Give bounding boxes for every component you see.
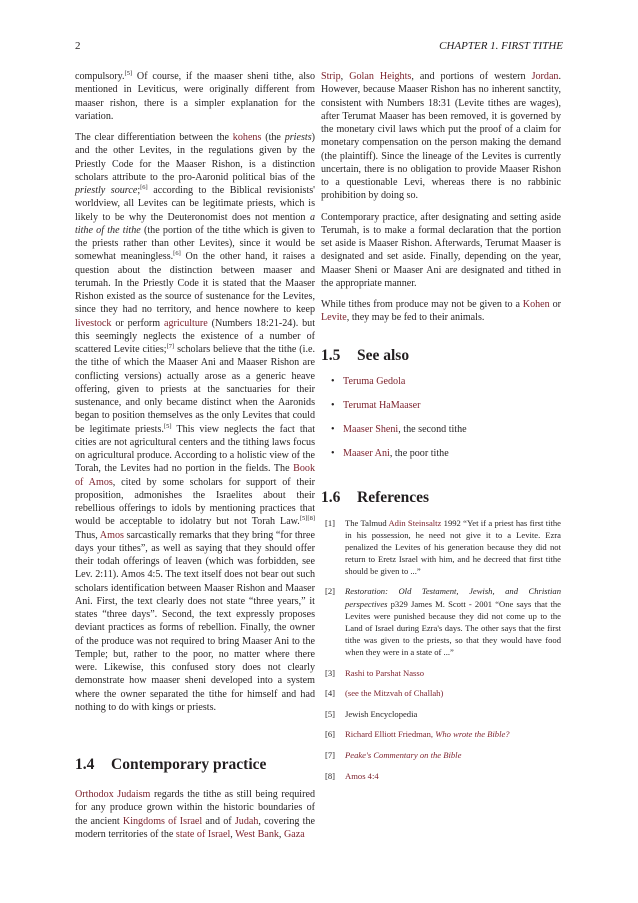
citation[interactable]: [7]	[166, 343, 175, 350]
page-number: 2	[75, 40, 81, 52]
bullet-icon: •	[331, 448, 335, 460]
reference-item: [6] Richard Elliott Friedman, Who wrote the Bible?	[325, 729, 510, 740]
citation[interactable]: [5]	[124, 70, 133, 77]
link-who-wrote-the-bible[interactable]: Who wrote the Bible?	[435, 729, 510, 740]
link-maaser-ani[interactable]: Maaser Ani	[343, 448, 390, 460]
bullet-icon: •	[331, 424, 335, 435]
link-book-of-amos[interactable]: Book of Amos	[75, 463, 315, 488]
reference-item: [8] Amos 4:4	[325, 770, 379, 781]
link-golan-heights[interactable]: Golan Heights	[349, 71, 412, 82]
link-levite[interactable]: Levite	[321, 312, 347, 324]
paragraph-compulsory: compulsory.[5] Of course, if the maaser sheni tithe, also mentioned in Leviticus, were originally different from maaser rishon, there is a simpler explanation for the variation.	[75, 70, 315, 122]
link-rashi-nasso[interactable]: Rashi to Parshat Nasso	[345, 667, 425, 678]
link-amos[interactable]: Amos	[99, 529, 124, 541]
link-maaser-sheni[interactable]: Maaser Sheni	[343, 424, 399, 435]
link-state-of-israel[interactable]: state of Israel	[175, 828, 231, 840]
section-heading-contemporary-practice: 1.4 Contemporary practice	[75, 756, 267, 773]
reference-item: [1] The Talmud Adin Steinsaltz 1992 “Yet if a priest has first tithe in his possession, he need not give it to a Levite. Ezra penalized the Levites of his generation because they did not return to Eretz Israel with him, and he decreed that first tithe should be given to ...”	[325, 517, 561, 576]
section-heading-references: 1.6 References	[321, 488, 430, 506]
see-also-list	[321, 375, 561, 461]
link-west-bank[interactable]: West Bank	[235, 828, 279, 840]
link-kohens[interactable]: kohens	[232, 132, 262, 143]
right-column	[321, 70, 561, 790]
bullet-icon: •	[331, 399, 335, 411]
link-adin-steinsaltz[interactable]: Adin Steinsaltz	[388, 517, 442, 528]
link-kohen[interactable]: Kohen	[522, 299, 550, 310]
link-richard-elliott-friedman[interactable]: Richard Elliott Friedman	[345, 729, 431, 740]
link-gaza-strip[interactable]: Strip	[321, 71, 341, 82]
link-see-mitzvah-of-challah[interactable]: (see the Mitzvah of Challah)	[345, 688, 444, 699]
list-item	[331, 375, 561, 388]
link-livestock[interactable]: livestock	[75, 317, 112, 329]
section-heading-see-also: 1.5 See also	[321, 346, 410, 364]
link-amos-4-4[interactable]: Amos 4:4	[345, 770, 379, 781]
citation[interactable]: [5][8]	[299, 515, 315, 523]
link-orthodox-judaism[interactable]: Orthodox Judaism	[75, 789, 151, 800]
reference-item: [2] Restoration: Old Testament, Jewish, and Christian perspectives p329 James M. Scott - 2001 “One says that the Levites were punished because they did not come up to the Land of Israel during Ezra's days. The other says that the first tithe was given to the priests, so that they would have food when they were in a state of ...”	[325, 586, 561, 657]
link-gaza[interactable]: Gaza	[283, 828, 305, 840]
link-terumat-hamaaser[interactable]: Terumat HaMaaser	[343, 399, 421, 411]
running-header: CHAPTER 1. FIRST TITHE	[439, 40, 563, 52]
list-item: • Maaser Sheni, the second tithe	[331, 424, 467, 435]
bullet-icon: •	[331, 375, 335, 387]
paragraph-orthodox: Orthodox Judaism regards the tithe as still being required for any produce grown within the historic boundaries of the ancient Kingdoms of Israel and of Judah, covering the modern territories of the state of Israel, West Bank, Gaza	[75, 789, 315, 840]
link-jordan[interactable]: Jordan	[531, 71, 559, 82]
citation[interactable]: [5]	[163, 422, 172, 430]
paragraph-maaser-rishon: Strip, Golan Heights, and portions of western Jordan. However, because Maaser Rishon has no inherent sanctity, consistent with Numbers 18:31 (Levite tithes are wages), after Terumat Maaser has been removed, it is governed by the monetary civil laws which put the proof of a claim for monetary compensation on the person making the demand (the plaintiff). Since the lineage of the Levites is currently uncertain, there is no obligation to provide Maaser Rishon to a questionable Levi, whereas there is no rabbinic prohibition by doing so.	[321, 71, 562, 202]
left-column	[75, 70, 315, 849]
link-judah[interactable]: Judah	[234, 815, 259, 827]
link-kingdoms-of-israel[interactable]: Kingdoms of Israel	[122, 815, 203, 827]
link-peakes-commentary[interactable]: Peake's Commentary on the Bible	[345, 749, 462, 760]
list-item	[331, 399, 561, 412]
citation[interactable]: [6]	[173, 250, 181, 258]
references-list	[321, 517, 561, 782]
reference-item: [3] Rashi to Parshat Nasso	[325, 667, 425, 678]
paragraph-contemporary: Contemporary practice, after designating and setting aside Terumah, is to make a formal declaration that the portion set aside is Maaser Rishon. Afterwards, Terumat Maaser is designated and set aside. Finally, depending on the year, Maaser Sheni or Maaser Ani are designated and tithed in the appropriate manner.	[321, 211, 561, 289]
reference-item: [4] (see the Mitzvah of Challah)	[325, 688, 444, 699]
reference-item: [5] Jewish Encyclopedia	[325, 708, 418, 719]
link-teruma-gedola[interactable]: Teruma Gedola	[343, 375, 406, 387]
paragraph-differentiation: The clear differentiation between the kohens (the priests) and the other Levites, in the regulations given by the Priestly Code for the Maaser Rishon, is a distinction scholars attribute to the pro-Aaronid political bias of the priestly source;[6] according to the Biblical revisionists' worldview, all Levites can be legitimate priests, which is likely to be why the Deuteronomist does not mention a tithe of the tithe (the portion of the tithe which is given to the priests rather than other Levites), since it would be somewhat meaningless.[6] On the other hand, it raises a question about the distinction between maaser and terumah. In the Priestly Code it is stated that the Maaser Rishon existed as the source of sustenance for the Levites, since they had no territory, and hence nowhere to keep livestock or perform agriculture (Numbers 18:21-24). but this seemingly neglects the existence of a number of scattered Levite cities;[7] scholars believe that the tithe (i.e. the tithe of which the Maaser Ani and Maaser Rishon are conflicting versions) actually arose as a generic heave offering, given to priests at the sanctuaries for their sustenance, and only became distinct when the Aaronids began to position themselves as the only Levites that could be legitimate priests.[5] This view neglects the fact that cities are not agricultural centers and the tithing laws focus on agricultural produce. According to a holistic view of the Torah, the Levites had no portion in the fields. The Book of Amos, cited by some scholars for support of their proposition, admonishes the Israelites about their rebellious offerings to idols by mentioning practices that would be acceptable to idolatry but not Torah Law.[5][8] Thus, Amos sarcastically remarks that they bring “for three days your tithes”, as well as saying that they should offer their todah offerings of leaven (which was forbidden, see Lev. 2:11). Amos 4:5. The text itself does not bear out such scholars identification between Maaser Rishon and Maaser Ani. First, the text clearly does not state “three years,” it states “three days”. Second, the text expressly proposes deviant practices as forms of rebellion. Finally, the owner of the produce was not required to bring Maaser Ani to the Temple; but, rather to the poor, no matter where there were. Likewise, this confused story does not clearly demonstrate how maaser sheni developed into a system where the owner separated the tithe for himself and had nothing to do with kings or priests.	[75, 132, 315, 713]
reference-item: [7] Peake's Commentary on the Bible	[325, 749, 462, 760]
citation[interactable]: [6]	[140, 184, 148, 191]
paragraph-animals: While tithes from produce may not be given to a Kohen or Levite, they may be fed to their animals.	[321, 299, 561, 324]
list-item: • Maaser Ani, the poor tithe	[331, 448, 449, 460]
link-agriculture[interactable]: agriculture	[164, 317, 208, 329]
